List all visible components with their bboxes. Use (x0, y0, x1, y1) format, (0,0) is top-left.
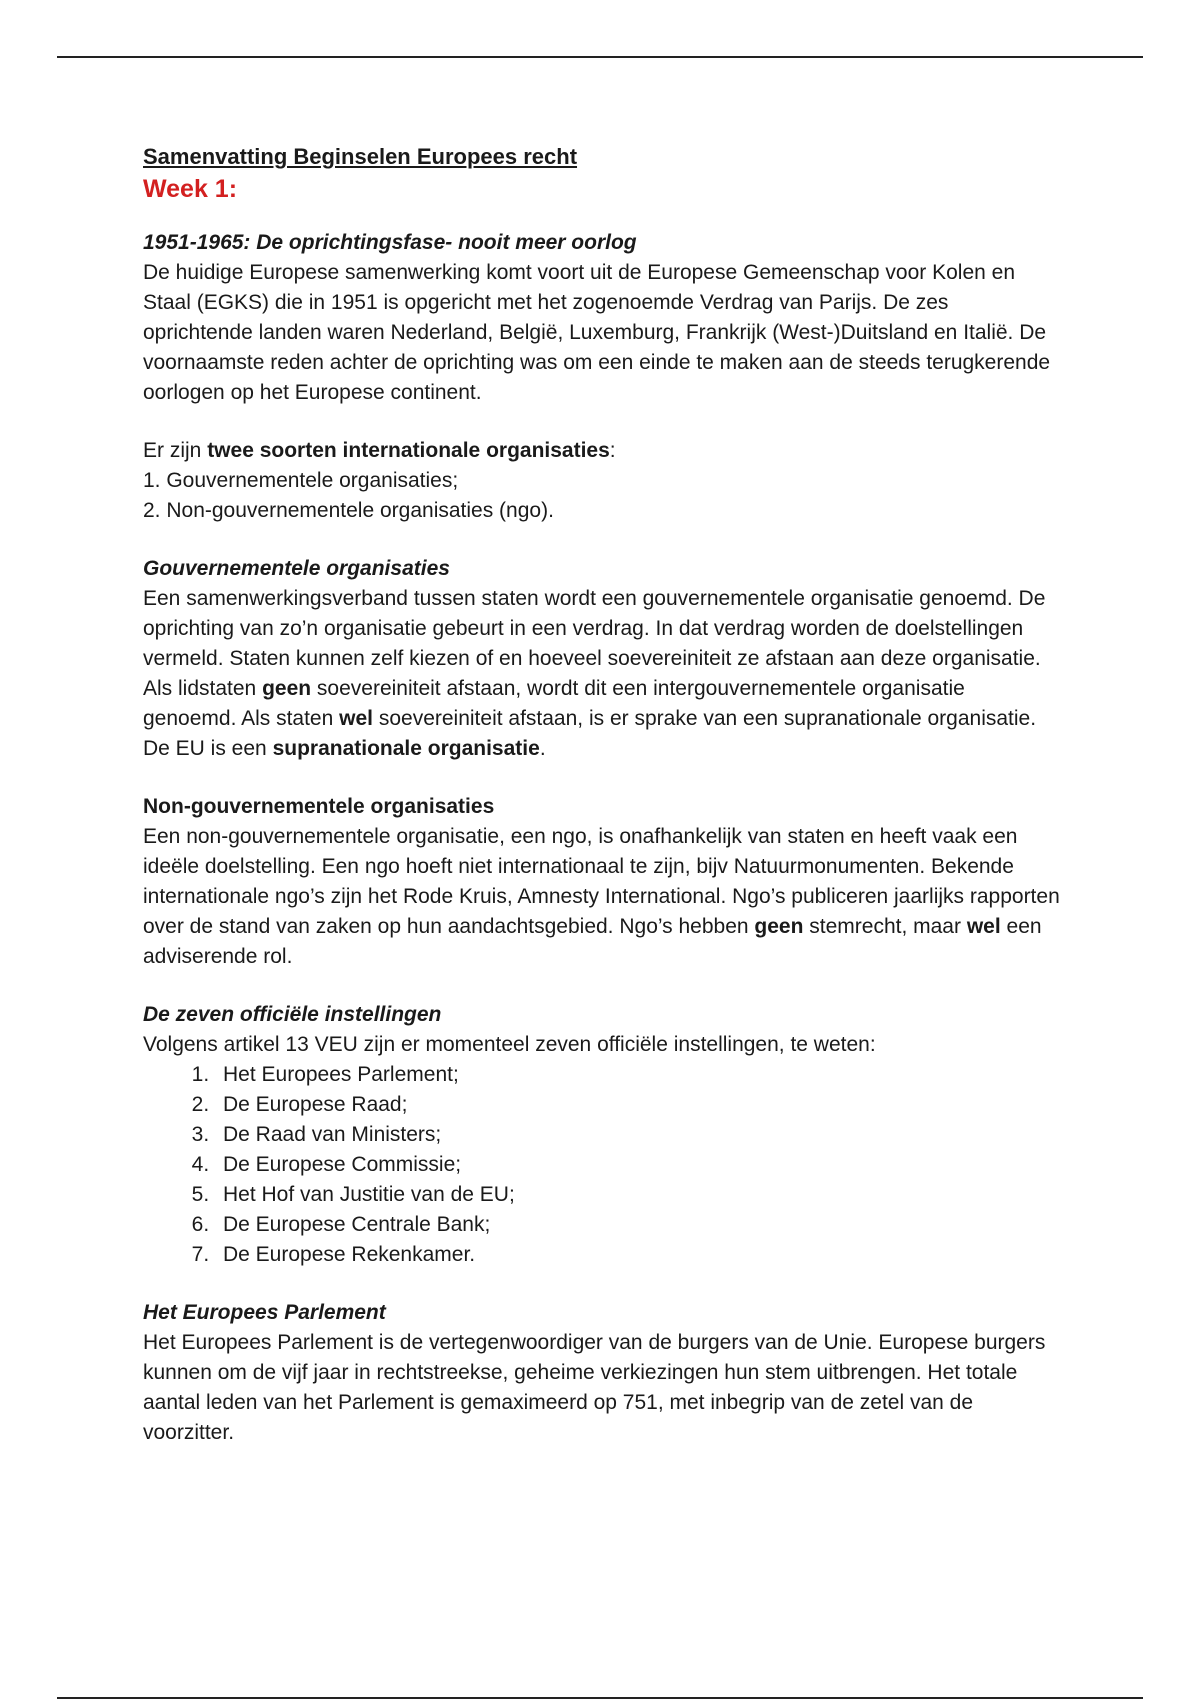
list-item: 6. De Europese Centrale Bank; (215, 1210, 1063, 1240)
list-item: 5. Het Hof van Justitie van de EU; (215, 1180, 1063, 1210)
document-title: Samenvatting Beginselen Europees recht (143, 144, 578, 169)
instellingen-list (143, 1060, 1063, 1270)
list-item: 4. De Europese Commissie; (215, 1150, 1063, 1180)
section-heading-instellingen: De zeven officiële instellingen (143, 1003, 442, 1026)
paragraph-soorten-intro: Er zijn twee soorten internationale organisaties: (143, 439, 616, 462)
list-item: 1. Het Europees Parlement; (215, 1060, 1063, 1090)
week-heading: Week 1: (143, 175, 238, 203)
list-item: 3. De Raad van Ministers; (215, 1120, 1063, 1150)
paragraph-parlement: Het Europees Parlement is de vertegenwoordiger van de burgers van de Unie. Europese burgers kunnen om de vijf jaar in rechtstreekse, geheime verkiezingen hun stem uitbrengen. Het totale aantal leden van het Parlement is gemaximeerd op 751, met inbegrip van de zetel van de voorzitter. (143, 1331, 1046, 1444)
header-rule (57, 56, 1143, 58)
section-heading-gouvernementele: Gouvernementele organisaties (143, 557, 450, 580)
list-item: 2. De Europese Raad; (215, 1090, 1063, 1120)
section-heading-non-gouvernementele: Non-gouvernementele organisaties (143, 795, 495, 818)
list-item: 2. Non-gouvernementele organisaties (ngo). (143, 499, 554, 522)
footer-rule (57, 1697, 1143, 1699)
paragraph-instellingen-intro: Volgens artikel 13 VEU zijn er momenteel zeven officiële instellingen, te weten: (143, 1033, 876, 1056)
section-heading-oprichtingsfase: 1951-1965: De oprichtingsfase- nooit meer oorlog (143, 231, 637, 254)
list-item: 1. Gouvernementele organisaties; (143, 469, 459, 492)
paragraph-non-gouvernementele: Een non-gouvernementele organisatie, een ngo, is onafhankelijk van staten en heeft vaak een ideële doelstelling. Een ngo hoeft niet internationaal te zijn, bijv Natuurmonumenten. Bekende internationale ngo’s zijn het Rode Kruis, Amnesty International. Ngo’s publiceren jaarlijks rapporten over de stand van zaken op hun aandachtsgebied. Ngo’s hebben geen stemrecht, maar wel een adviserende rol. (143, 825, 1060, 968)
paragraph-oprichtingsfase: De huidige Europese samenwerking komt voort uit de Europese Gemeenschap voor Kolen en Staal (EGKS) die in 1951 is opgericht met het zogenoemde Verdrag van Parijs. De zes oprichtende landen waren Nederland, België, Luxemburg, Frankrijk (West-)Duitsland en Italië. De voornaamste reden achter de oprichting was om een einde te maken aan de steeds terugkerende oorlogen op het Europese continent. (143, 261, 1051, 404)
paragraph-gouvernementele: Een samenwerkingsverband tussen staten wordt een gouvernementele organisatie genoemd. De oprichting van zo’n organisatie gebeurt in een verdrag. In dat verdrag worden de doelstellingen vermeld. Staten kunnen zelf kiezen of en hoeveel soevereiniteit ze afstaan aan deze organisatie. Als lidstaten geen soevereiniteit afstaan, wordt dit een intergouvernementele organisatie genoemd. Als staten wel soevereiniteit afstaan, is er sprake van een supranationale organisatie. De EU is een supranationale organisatie. (143, 587, 1046, 760)
list-item: 7. De Europese Rekenkamer. (215, 1240, 1063, 1270)
document-page (143, 142, 1063, 1448)
section-heading-parlement: Het Europees Parlement (143, 1301, 386, 1324)
